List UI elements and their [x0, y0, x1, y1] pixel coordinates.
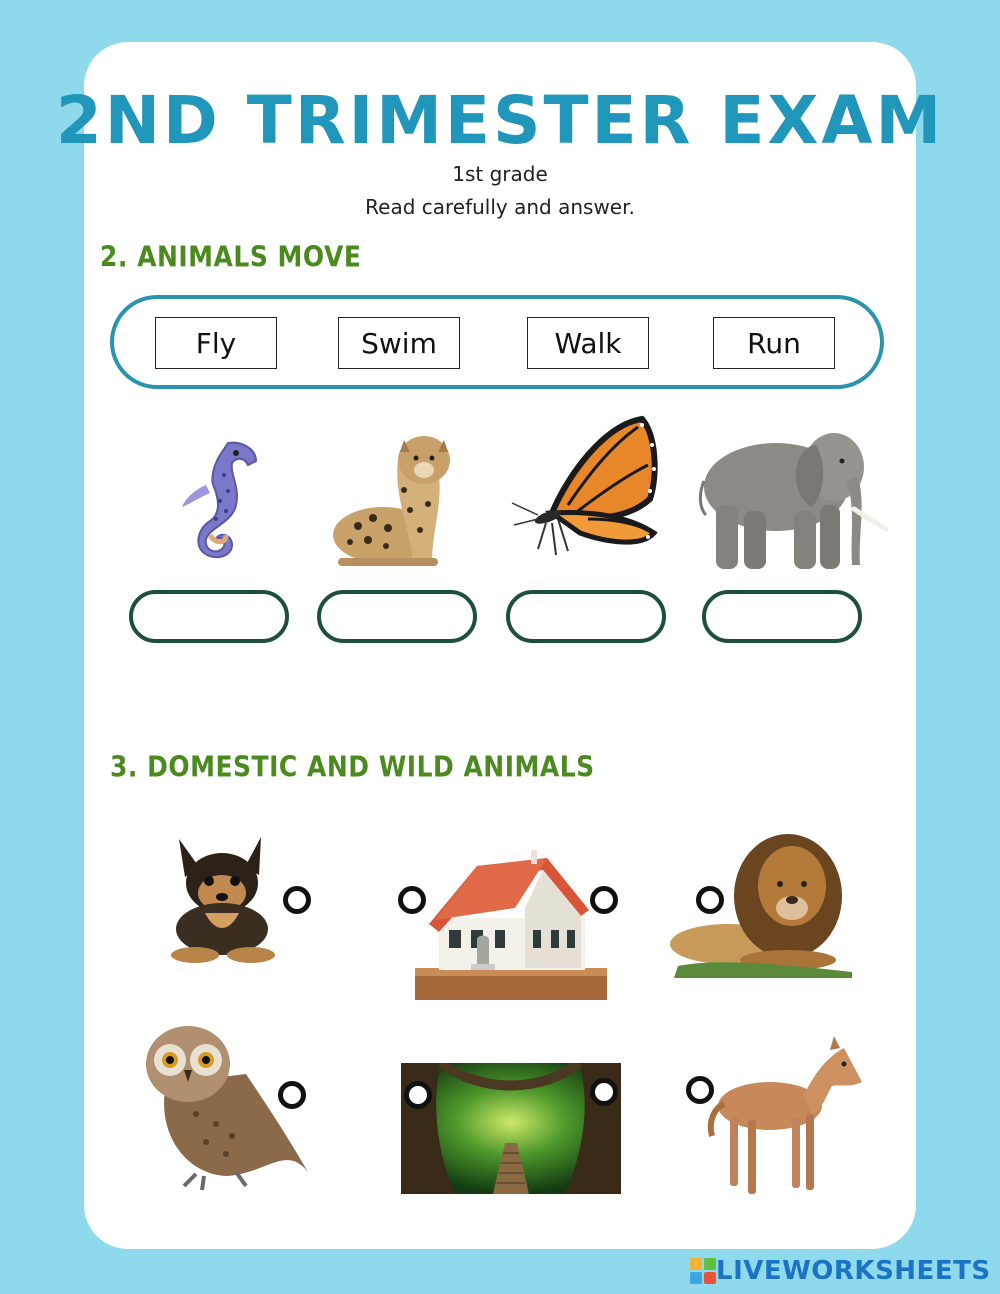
instruction-text: Read carefully and answer. — [365, 195, 635, 219]
liveworksheets-logo-icon — [690, 1258, 716, 1284]
seahorse-icon — [170, 435, 270, 560]
match-dot-puppy[interactable] — [283, 886, 311, 914]
match-dot-forest-right[interactable] — [590, 1078, 618, 1106]
forest-icon — [401, 1063, 621, 1194]
answer-field-seahorse[interactable] — [129, 590, 289, 643]
match-dot-owl[interactable] — [278, 1081, 306, 1109]
leopard-icon — [328, 430, 463, 570]
puppy-icon — [165, 833, 280, 968]
section-3-heading: 3. DOMESTIC AND WILD ANIMALS — [110, 750, 595, 784]
foal-icon — [700, 1036, 865, 1201]
answer-field-elephant[interactable] — [702, 590, 862, 643]
page-title: 2ND TRIMESTER EXAM — [55, 82, 945, 159]
elephant-icon — [696, 425, 890, 575]
house-icon — [415, 848, 607, 1000]
grade-label: 1st grade — [452, 162, 548, 186]
match-dot-lion[interactable] — [696, 886, 724, 914]
brand-name: LIVEWORKSHEETS — [716, 1256, 991, 1286]
owl-icon — [136, 1024, 310, 1194]
butterfly-icon — [508, 415, 666, 565]
word-run[interactable]: Run — [713, 317, 835, 369]
word-swim[interactable]: Swim — [338, 317, 460, 369]
answer-field-butterfly[interactable] — [506, 590, 666, 643]
word-fly[interactable]: Fly — [155, 317, 277, 369]
match-dot-foal[interactable] — [686, 1076, 714, 1104]
match-dot-house-left[interactable] — [398, 886, 426, 914]
section-2-heading: 2. ANIMALS MOVE — [100, 240, 362, 274]
match-dot-house-right[interactable] — [590, 886, 618, 914]
word-walk[interactable]: Walk — [527, 317, 649, 369]
match-dot-forest-left[interactable] — [404, 1081, 432, 1109]
liveworksheets-logo[interactable] — [690, 1256, 991, 1286]
answer-field-leopard[interactable] — [317, 590, 477, 643]
